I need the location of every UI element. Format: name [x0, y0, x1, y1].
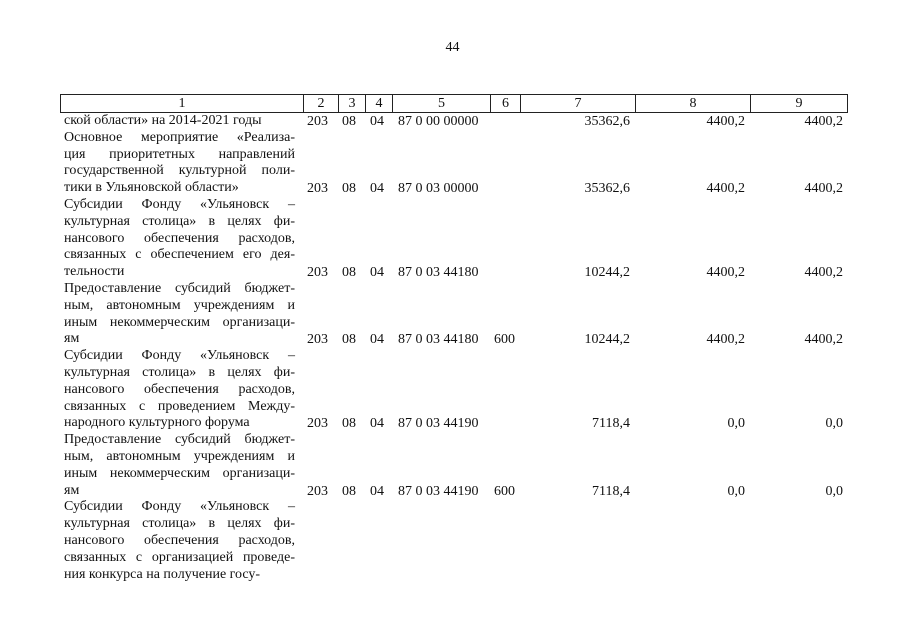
row-code-pr: 04	[370, 181, 384, 197]
description-line: нансового обеспечения расходов,	[64, 532, 295, 548]
row-code-pr: 04	[370, 265, 384, 281]
row-code-gr: 203	[307, 483, 328, 499]
row-sum-2021: 4400,2	[804, 265, 843, 281]
row-code-csr: 87 0 03 44190	[398, 416, 479, 432]
row-sum-2020: 4400,2	[706, 114, 745, 129]
header-col-2: 2	[304, 95, 339, 112]
row-code-pr: 04	[370, 483, 384, 499]
row-code-csr: 87 0 03 44180	[398, 332, 479, 348]
description-line: культурная столица» в целях фи-	[64, 364, 295, 380]
description-line: тельности	[64, 264, 125, 280]
row-sum-2020: 4400,2	[706, 332, 745, 348]
description-line: Субсидии Фонду «Ульяновск –	[64, 348, 295, 364]
row-code-gr: 203	[307, 114, 328, 129]
row-sum-2021: 0,0	[825, 483, 843, 499]
description-line: народного культурного форума	[64, 415, 250, 431]
row-description	[64, 348, 295, 432]
row-code-csr: 87 0 00 00000	[398, 114, 479, 129]
table-header	[60, 94, 848, 113]
description-line: тики в Ульяновской области»	[64, 180, 239, 196]
row-code-rz: 08	[342, 416, 356, 432]
description-line: Основное мероприятие «Реализа-	[64, 129, 295, 145]
description-line: связанных с проведением Между-	[64, 398, 295, 414]
row-code-csr: 87 0 03 00000	[398, 181, 479, 197]
description-line: иным некоммерческим организаци-	[64, 465, 295, 481]
row-code-gr: 203	[307, 332, 328, 348]
row-code-rz: 08	[342, 265, 356, 281]
description-line: культурная столица» в целях фи-	[64, 213, 295, 229]
row-description	[64, 130, 295, 197]
row-description	[64, 432, 295, 499]
row-code-rz: 08	[342, 483, 356, 499]
description-line: ния конкурса на получение госу-	[64, 566, 261, 582]
header-col-1: 1	[61, 95, 304, 112]
row-sum-2020: 4400,2	[706, 265, 745, 281]
row-description	[64, 281, 295, 348]
row-sum-2020: 0,0	[727, 416, 745, 432]
description-line: нансового обеспечения расходов,	[64, 381, 295, 397]
row-code-gr: 203	[307, 181, 328, 197]
description-line: Субсидии Фонду «Ульяновск –	[64, 197, 295, 212]
header-col-7: 7	[521, 95, 636, 112]
row-code-vr: 600	[494, 332, 515, 348]
description-line: государственной культурной поли-	[64, 163, 295, 179]
row-code-pr: 04	[370, 332, 384, 348]
row-code-vr: 600	[494, 483, 515, 499]
description-line: ям	[64, 482, 80, 498]
row-sum-2020: 0,0	[727, 483, 745, 499]
row-sum-2019: 7118,4	[592, 416, 630, 432]
row-sum-2020: 4400,2	[706, 181, 745, 197]
row-code-gr: 203	[307, 416, 328, 432]
row-code-pr: 04	[370, 114, 384, 129]
row-code-csr: 87 0 03 44190	[398, 483, 479, 499]
description-line: культурная столица» в целях фи-	[64, 516, 295, 532]
description-line: связанных с обеспечением его дея-	[64, 247, 295, 263]
description-line: Субсидии Фонду «Ульяновск –	[64, 499, 295, 515]
header-col-8: 8	[636, 95, 751, 112]
description-line: ям	[64, 331, 80, 347]
description-line: связанных с организацией проведе-	[64, 549, 295, 565]
row-code-pr: 04	[370, 416, 384, 432]
row-sum-2019: 7118,4	[592, 483, 630, 499]
description-line: ным, автономным учреждениям и	[64, 297, 295, 313]
row-code-rz: 08	[342, 181, 356, 197]
description-line: ской области» на 2014-2021 годы	[64, 113, 262, 128]
header-col-5: 5	[393, 95, 491, 112]
row-description	[64, 499, 295, 583]
description-line: ция приоритетных направлений	[64, 146, 295, 162]
row-sum-2019: 35362,6	[584, 114, 630, 129]
description-line: Предоставление субсидий бюджет-	[64, 432, 295, 448]
row-description	[64, 197, 295, 281]
header-col-4: 4	[366, 95, 393, 112]
row-sum-2021: 4400,2	[804, 181, 843, 197]
row-sum-2019: 10244,2	[584, 332, 630, 348]
header-col-6: 6	[491, 95, 521, 112]
row-sum-2019: 10244,2	[584, 265, 630, 281]
description-line: иным некоммерческим организаци-	[64, 314, 295, 330]
header-col-3: 3	[339, 95, 366, 112]
row-sum-2019: 35362,6	[584, 181, 630, 197]
description-line: Предоставление субсидий бюджет-	[64, 281, 295, 296]
row-sum-2021: 4400,2	[804, 332, 843, 348]
row-code-gr: 203	[307, 265, 328, 281]
row-description	[64, 113, 295, 130]
page-number: 44	[445, 40, 460, 55]
row-code-rz: 08	[342, 114, 356, 129]
header-col-9: 9	[795, 96, 803, 111]
description-line: нансового обеспечения расходов,	[64, 230, 295, 246]
row-sum-2021: 4400,2	[804, 114, 843, 129]
row-sum-2021: 0,0	[825, 416, 843, 432]
description-line: ным, автономным учреждениям и	[64, 448, 295, 464]
row-code-rz: 08	[342, 332, 356, 348]
row-code-csr: 87 0 03 44180	[398, 265, 479, 281]
